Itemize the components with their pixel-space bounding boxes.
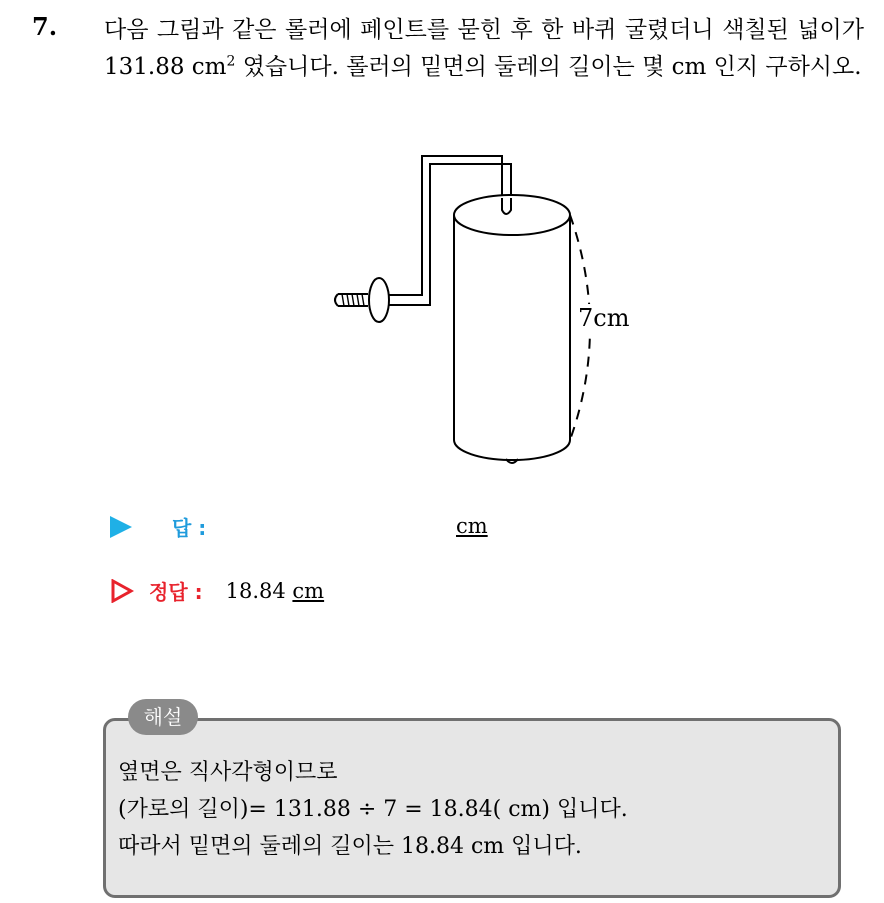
correct-answer-unit: cm [292, 578, 325, 603]
correct-answer-label: 정답 : [149, 580, 203, 604]
answer-label: 답 : [172, 516, 207, 540]
solution-line: (가로의 길이)= 131.88 ÷ 7 = 18.84( cm) 입니다. [118, 797, 628, 822]
solution-line: 따라서 밑면의 둘레의 길이는 18.84 cm 입니다. [118, 834, 582, 859]
solution-text [118, 754, 628, 865]
solution-line: 옆면은 직사각형이므로 [118, 760, 338, 785]
question-number: 7. [32, 12, 58, 41]
question-text-part1: 다음 그림과 같은 롤러에 페인트를 묻힌 후 한 바퀴 굴렸더니 색칠된 넓이가 131.88 cm [104, 17, 864, 80]
question-text [104, 12, 864, 86]
correct-answer-value [226, 579, 325, 603]
height-label: 7cm [578, 304, 630, 332]
correct-answer-row [110, 576, 324, 605]
question-superscript: 2 [226, 53, 236, 70]
roller-figure [330, 150, 650, 474]
question-text-part2: 였습니다. 롤러의 밑면의 둘레의 길이는 몇 cm 인지 구하시오. [235, 54, 862, 80]
correct-answer-number: 18.84 [225, 578, 286, 603]
answer-arrow-icon [110, 516, 132, 538]
answer-row [110, 514, 530, 544]
correct-arrow-icon [110, 579, 134, 603]
answer-unit[interactable]: cm [456, 514, 488, 538]
solution-tag: 해설 [128, 699, 198, 735]
